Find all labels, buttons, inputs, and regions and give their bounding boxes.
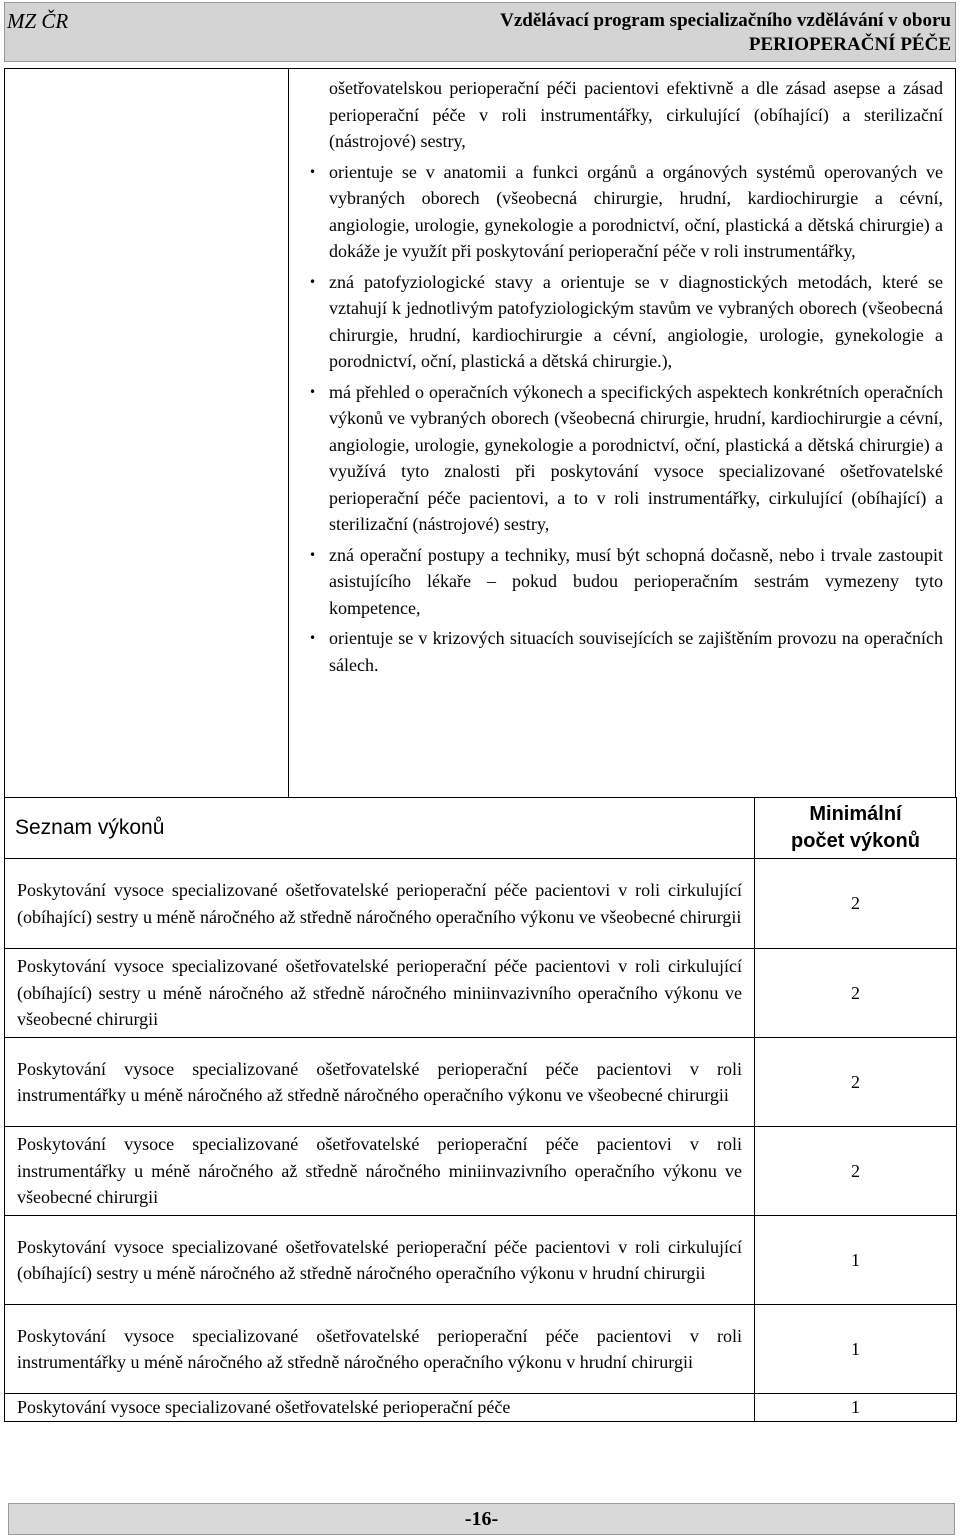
header-title-line1: Vzdělávací program specializačního vzdělávání v oboru (500, 10, 951, 31)
competencies-list (305, 159, 943, 679)
procedure-count: 2 (755, 1127, 957, 1216)
procedure-description: Poskytování vysoce specializované ošetřovatelské perioperační péče pacientovi v roli instrumentářky u méně náročného až středně náročného miniinvazivního operačního výkonu ve všeobecné chirurgii (5, 1127, 755, 1216)
page-number: -16- (8, 1503, 955, 1535)
page-header (4, 2, 956, 62)
table-header-min-count (755, 798, 957, 859)
list-item: • orientuje se v krizových situacích souvisejících se zajištěním provozu na operačních sálech. (305, 625, 943, 678)
competencies-box (4, 68, 956, 798)
column-divider (288, 69, 289, 797)
table-row (5, 1305, 957, 1394)
procedure-description: Poskytování vysoce specializované ošetřovatelské perioperační péče pacientovi v roli instrumentářky u méně náročného až středně náročného operačního výkonu v hrudní chirurgii (5, 1305, 755, 1394)
procedure-description: Poskytování vysoce specializované ošetřovatelské perioperační péče (5, 1394, 755, 1422)
list-item: • má přehled o operačních výkonech a specifických aspektech konkrétních operačních výkonů ve vybraných oborech (všeobecná chirurgie, hrudní, kardiochirurgie a cévní, angiologie, urologie, gynekologie a porodnictví, oční, plastická a dětská chirurgie) a využívá tyto znalosti při poskytování vysoce specializované ošetřovatelské perioperační péče pacientovi, a to v roli instrumentářky, cirkulující (obíhající) a sterilizační (nástrojové) sestry, (305, 379, 943, 538)
procedure-count: 2 (755, 1038, 957, 1127)
procedure-count: 2 (755, 949, 957, 1038)
table-row (5, 1216, 957, 1305)
table-row (5, 1038, 957, 1127)
list-item: • orientuje se v anatomii a funkci orgánů a orgánových systémů operovaných ve vybraných oborech (všeobecná chirurgie, hrudní, kardiochirurgie a cévní, angiologie, urologie, gynekologie a porodnictví, oční, plastická a dětská chirurgie) a dokáže je využít při poskytování perioperační péče v roli instrumentářky, (305, 159, 943, 265)
procedure-count: 1 (755, 1216, 957, 1305)
procedures-table (4, 797, 957, 1422)
procedure-description: Poskytování vysoce specializované ošetřovatelské perioperační péče pacientovi v roli instrumentářky u méně náročného až středně náročného operačního výkonu ve všeobecné chirurgii (5, 1038, 755, 1127)
table-row (5, 1127, 957, 1216)
procedure-count: 2 (755, 859, 957, 949)
header-ministry: MZ ČR (7, 9, 69, 33)
procedure-description: Poskytování vysoce specializované ošetřovatelské perioperační péče pacientovi v roli cirkulující (obíhající) sestry u méně náročného až středně náročného operačního výkonu v hrudní chirurgii (5, 1216, 755, 1305)
table-row (5, 949, 957, 1038)
table-header-procedures: Seznam výkonů (5, 798, 755, 859)
lead-paragraph: ošetřovatelskou perioperační péči pacientovi efektivně a dle zásad asepse a zásad perioperační péče v roli instrumentářky, cirkulující (obíhající) a sterilizační (nástrojové) sestry, (329, 78, 943, 151)
procedure-count: 1 (755, 1394, 957, 1422)
list-item: • zná patofyziologické stavy a orientuje se v diagnostických metodách, které se vztahují k jednotlivým patofyziologickým stavům ve vybraných oborech (všeobecná chirurgie, hrudní, kardiochirurgie a cévní, angiologie, urologie, gynekologie a porodnictví, oční, plastická a dětská chirurgie.), (305, 269, 943, 375)
procedure-description: Poskytování vysoce specializované ošetřovatelské perioperační péče pacientovi v roli cirkulující (obíhající) sestry u méně náročného až středně náročného operačního výkonu ve všeobecné chirurgii (5, 859, 755, 949)
procedure-count: 1 (755, 1305, 957, 1394)
list-item: • zná operační postupy a techniky, musí být schopná dočasně, nebo i trvale zastoupit asistujícího lékaře – pokud budou perioperačním sestrám vymezeny tyto kompetence, (305, 542, 943, 622)
table-row (5, 859, 957, 949)
table-row (5, 1394, 957, 1422)
header-title-line2: PERIOPERAČNÍ PÉČE (748, 34, 951, 55)
procedure-description: Poskytování vysoce specializované ošetřovatelské perioperační péče pacientovi v roli cirkulující (obíhající) sestry u méně náročného až středně náročného miniinvazivního operačního výkonu ve všeobecné chirurgii (5, 949, 755, 1038)
header-program-title (500, 9, 951, 57)
header-min-line1: Minimální (809, 803, 902, 825)
header-min-line2: počet výkonů (791, 830, 920, 852)
table-header-row (5, 798, 957, 859)
competencies-content (305, 75, 943, 678)
